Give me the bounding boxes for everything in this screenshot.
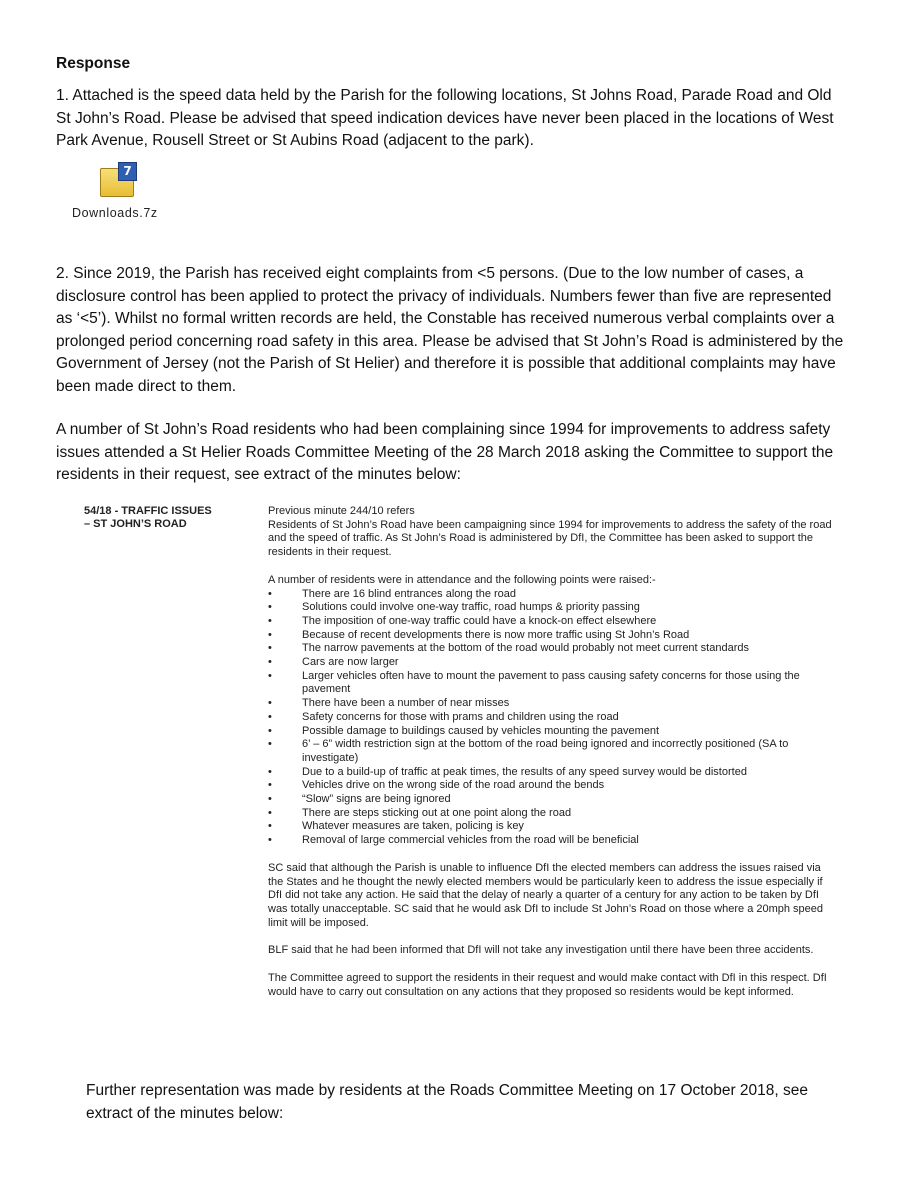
paragraph-complaints: 2. Since 2019, the Parish has received eight complaints from <5 persons. (Due to the low number of cases, a disclosure control has been applied to protect the privacy of individuals. Numbers fewer than five are represented as ‘<5’). Whilst no formal written records are held, the Constable has received numerous verbal complaints over a prolonged period concerning road safety in this area. Please be advised that St John’s Road is administered by the Government of Jersey (not the Parish of St Helier) and therefore it is possible that additional complaints may have been made direct to them. <box>56 265 844 395</box>
minute-point: • There are 16 blind entrances along the road <box>268 588 834 602</box>
minute-item-title <box>84 505 244 531</box>
archive-badge: 7 <box>118 162 137 181</box>
attachment-downloads[interactable] <box>66 162 176 220</box>
minute-item-subject: – ST JOHN’S ROAD <box>84 518 187 530</box>
minute-point: • There are steps sticking out at one point along the road <box>268 807 834 821</box>
response-heading: Response <box>56 55 131 72</box>
minute-point: • Possible damage to buildings caused by vehicles mounting the pavement <box>268 725 834 739</box>
minute-intro: Previous minute 244/10 refers Residents of St John’s Road have been campaigning since 1994 for improvements to address the safety of the road and the speed of traffic. As St John’s Road is administered by DfI, the Committee has been asked to support the residents in their request. <box>268 505 832 559</box>
paragraph-residents: A number of St John’s Road residents who had been complaining since 1994 for improvements to address safety issues attended a St Helier Roads Committee Meeting of the 28 March 2018 asking the Committee to support the residents in their request, see extract of the minutes below: <box>56 421 834 483</box>
paragraph-further-representation: Further representation was made by residents at the Roads Committee Meeting on 17 October 2018, see extract of the minutes below: <box>86 1082 808 1122</box>
minute-committee-paragraph: The Committee agreed to support the residents in their request and would make contact with DfI in this respect. DfI would have to carry out consultation on any actions that they proposed so residents would be kept informed. <box>268 972 827 998</box>
minute-point: • Larger vehicles often have to mount the pavement to pass causing safety concerns for those using the pavement <box>268 670 834 697</box>
attachment-filename[interactable]: Downloads.7z <box>72 206 158 220</box>
minute-point: • The imposition of one-way traffic could have a knock-on effect elsewhere <box>268 615 834 629</box>
minute-body <box>268 505 834 1000</box>
paragraph-speed-data: 1. Attached is the speed data held by the Parish for the following locations, St Johns Road, Parade Road and Old St John’s Road. Please be advised that speed indication devices have never been placed in the locations of West Park Avenue, Rousell Street or St Aubins Road (adjacent to the park). <box>56 87 834 149</box>
minute-point: • Due to a build-up of traffic at peak times, the results of any speed survey would be distorted <box>268 766 834 780</box>
minute-point: • 6’ – 6” width restriction sign at the bottom of the road being ignored and incorrectly positioned (SA to investigate) <box>268 738 834 765</box>
minute-point: • The narrow pavements at the bottom of the road would probably not meet current standards <box>268 642 834 656</box>
minute-point: • Removal of large commercial vehicles from the road will be beneficial <box>268 834 834 848</box>
minute-point: • Safety concerns for those with prams and children using the road <box>268 711 834 725</box>
minute-point: • Cars are now larger <box>268 656 834 670</box>
minute-item-number: 54/18 - TRAFFIC ISSUES <box>84 505 212 517</box>
minute-points-list <box>268 588 834 848</box>
minute-point: • Vehicles drive on the wrong side of the road around the bends <box>268 779 834 793</box>
minute-point: • Solutions could involve one-way traffic, road humps & priority passing <box>268 601 834 615</box>
minute-points-intro: A number of residents were in attendance and the following points were raised:- <box>268 573 656 586</box>
minute-point: • There have been a number of near misses <box>268 697 834 711</box>
minute-point: • “Slow” signs are being ignored <box>268 793 834 807</box>
minute-point: • Because of recent developments there is now more traffic using St John’s Road <box>268 629 834 643</box>
minute-sc-paragraph: SC said that although the Parish is unable to influence DfI the elected members can address the issues raised via the States and he thought the newly elected members would be particularly keen to address the issue especially if DfI did not take any action. He said that the delay of nearly a quarter of a century for any action to be taken by DfI was totally unacceptable. SC said that he would ask DfI to include St John’s Road on those where a 20mph speed limit will be imposed. <box>268 861 824 929</box>
7z-archive-icon[interactable] <box>100 162 138 196</box>
minute-point: • Whatever measures are taken, policing is key <box>268 820 834 834</box>
minute-blf-paragraph: BLF said that he had been informed that DfI will not take any investigation until there have been three accidents. <box>268 944 814 957</box>
